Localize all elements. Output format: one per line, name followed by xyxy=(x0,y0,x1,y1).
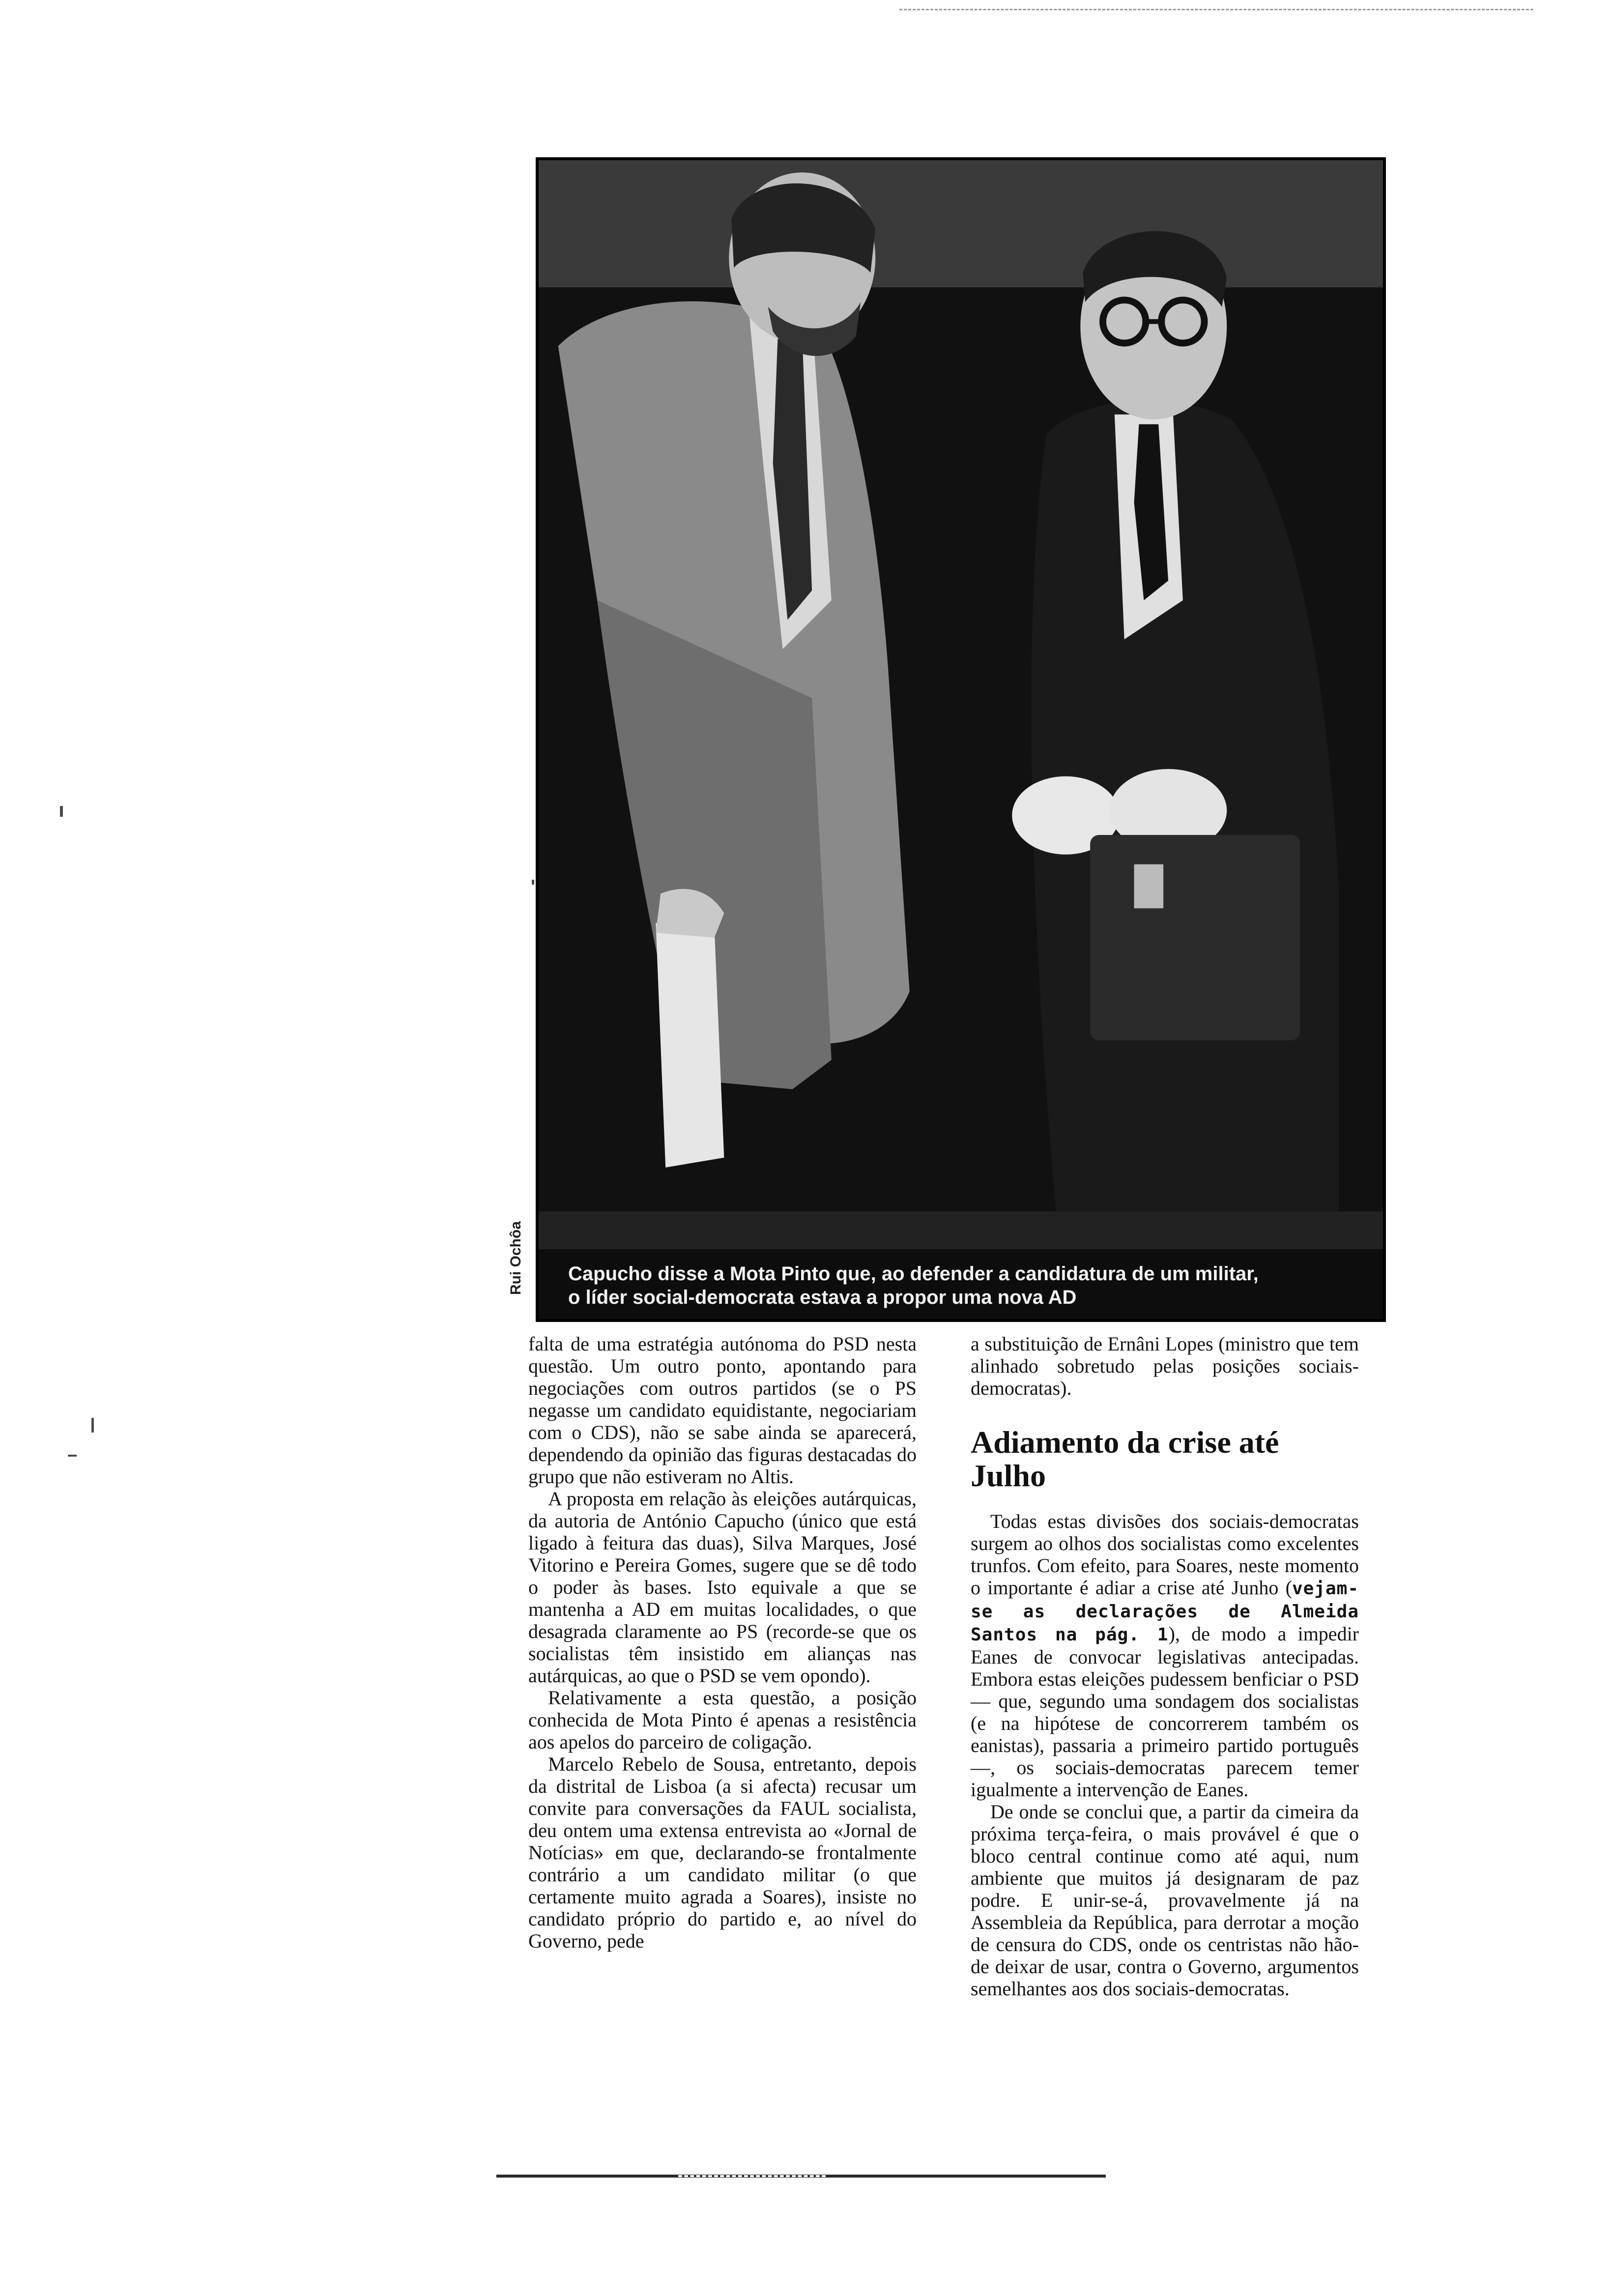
article-paragraph: De onde se conclui que, a partir da cimeira da próxima terça-feira, o mais provável é que o bloco central continue como até aqui, num ambiente que muitos já designaram de paz podre. E unir-se-á, provavelmente já na Assembleia da República, para derrotar a moção de censura do CDS, onde os centristas não hão-de deixar de usar, contra o Governo, argumentos semelhantes aos dos sociais-democratas. xyxy=(971,1801,1359,2000)
margin-speck xyxy=(68,1455,77,1457)
margin-speck xyxy=(532,880,534,885)
paragraph-text: ), de modo a impedir Eanes de convocar legislativas antecipadas. Embora estas eleições pudessem benficiar o PSD — que, segundo uma sondagem dos socialistas (e na hipótese de concorrerem também os eanistas), passaria a primeiro partido português —, os sociais-democratas parecem temer igualmente a intervenção de Eanes. xyxy=(971,1623,1359,1801)
photo-caption xyxy=(539,1249,1383,1319)
margin-speck xyxy=(60,806,63,817)
photo-two-men-illustration xyxy=(539,160,1383,1319)
margin-speck xyxy=(91,1418,94,1433)
cross-reference: vejam-se as declarações de Almeida Santos na pág. 1 xyxy=(971,1578,1359,1645)
photo-caption-line: o líder social-democrata estava a propor uma nova AD xyxy=(568,1287,1077,1308)
article-paragraph: Relativamente a esta questão, a posição conhecida de Mota Pinto é apenas a resistência aos apelos do parceiro de coligação. xyxy=(528,1687,917,1753)
article-column-right xyxy=(971,1333,1359,2000)
article-column-left xyxy=(528,1333,917,1952)
photo-credit xyxy=(506,1209,526,1307)
bottom-rule-gap xyxy=(678,2175,826,2177)
article-paragraph: a substituição de Ernâni Lopes (ministro que tem alinhado sobretudo pelas posições sociais-democratas). xyxy=(971,1333,1359,1399)
article-paragraph xyxy=(971,1510,1359,1801)
news-photo xyxy=(536,157,1386,1322)
paragraph-text: Todas estas divisões dos sociais-democratas surgem ao olhos dos socialistas como excelentes trunfos. Com efeito, para Soares, neste momento o importante é adiar a crise até Junho ( xyxy=(971,1510,1359,1599)
photo-caption-line: Capucho disse a Mota Pinto que, ao defender a candidatura de um militar, xyxy=(568,1263,1259,1285)
article-paragraph: A proposta em relação às eleições autárquicas, da autoria de António Capucho (único que está ligado à feitura das duas), Silva Marques, José Vitorino e Pereira Gomes, sugere que se dê todo o poder às bases. Isto equivale a que se mantenha a AD em muitas localidades, o que desagrada claramente ao PS (recorde-se que os socialistas têm insistido em alianças nas autárquicas, ao que o PSD se vem opondo). xyxy=(528,1488,917,1687)
top-scan-rule xyxy=(899,9,1533,10)
photo-credit-text: Rui Ochôa xyxy=(508,1221,524,1295)
article-paragraph: Marcelo Rebelo de Sousa, entretanto, depois da distrital de Lisboa (a si afecta) recusar um convite para conversações da FAUL socialista, deu ontem uma extensa entrevista ao «Jornal de Notícias» em que, declarando-se frontalmente contrário a um candidato militar (o que certamente muito agrada a Soares), insiste no candidato próprio do partido e, ao nível do Governo, pede xyxy=(528,1753,917,1952)
article-subhead: Adiamento da crise até Julho xyxy=(971,1425,1279,1493)
article-paragraph: falta de uma estratégia autónoma do PSD nesta questão. Um outro ponto, apontando para negociações com outros partidos (se o PS negasse um candidato equidistante, negociariam com o CDS), não se sabe ainda se aparecerá, dependendo da opinião das figuras destacadas do grupo que não estiveram no Altis. xyxy=(528,1333,917,1488)
